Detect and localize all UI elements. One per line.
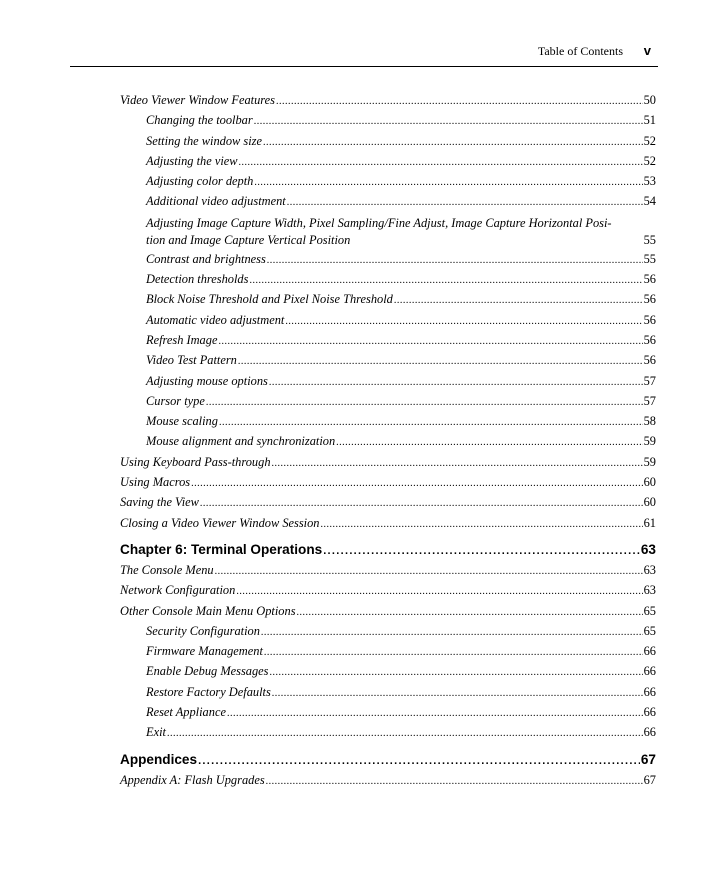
toc-entry-page: 65 [643, 603, 656, 618]
toc-entry-title: Exit [146, 725, 166, 740]
toc-entry-page: 63 [640, 541, 656, 557]
toc-entry-page: 51 [643, 113, 656, 128]
toc-entry[interactable] [120, 495, 656, 515]
toc-entry[interactable] [120, 252, 656, 272]
toc-entry-page: 52 [643, 153, 656, 168]
dot-leader [200, 495, 643, 510]
toc-entry[interactable] [120, 194, 656, 214]
toc-entry-title: The Console Menu [120, 562, 214, 577]
dot-leader [272, 455, 643, 470]
toc-entry[interactable] [120, 685, 656, 705]
toc-entry-page: 56 [643, 292, 656, 307]
toc-entry[interactable] [120, 773, 656, 793]
toc-entry-page: 56 [643, 312, 656, 327]
toc-entry-title: Closing a Video Viewer Window Session [120, 515, 320, 530]
toc-entry-title: Changing the toolbar [146, 113, 253, 128]
toc-entry-title: Saving the View [120, 495, 199, 510]
toc-chapter-title: Chapter 6: Terminal Operations [120, 541, 323, 557]
toc-entry-title: Enable Debug Messages [146, 664, 269, 679]
dot-leader [215, 563, 643, 578]
toc-entry-title: Network Configuration [120, 583, 236, 598]
toc-entry-title: Additional video adjustment [146, 194, 286, 209]
toc-entry-title: Refresh Image [146, 332, 218, 347]
running-header-page-number: v [643, 43, 651, 58]
toc-entry-page: 58 [643, 414, 656, 429]
dot-leader [206, 394, 643, 409]
page-header [0, 44, 728, 64]
toc-entry-title: Appendix A: Flash Upgrades [120, 772, 265, 787]
dot-leader [267, 252, 643, 267]
dot-leader [266, 773, 643, 788]
toc-entry[interactable] [120, 333, 656, 353]
dot-leader [191, 475, 643, 490]
dot-leader [269, 374, 643, 389]
dot-leader [263, 134, 643, 149]
toc-entry-title: Cursor type [146, 393, 205, 408]
toc-entry-page: 55 [643, 251, 656, 266]
toc-entry-title: Using Keyboard Pass-through [120, 454, 271, 469]
toc-entry-title: Video Test Pattern [146, 353, 237, 368]
toc-entry-title-line1: Adjusting Image Capture Width, Pixel Sampling/Fine Adjust, Image Capture Horizontal Posi- [146, 215, 612, 230]
dot-leader [287, 194, 643, 209]
dot-leader [238, 353, 643, 368]
dot-leader [239, 154, 643, 169]
toc-entry-title: Security Configuration [146, 623, 260, 638]
dot-leader [219, 414, 643, 429]
toc-entry[interactable] [120, 414, 656, 434]
toc-entry[interactable] [120, 353, 656, 373]
toc-entry-title: Restore Factory Defaults [146, 684, 271, 699]
toc-entry-page: 59 [643, 434, 656, 449]
toc-entry-title: Detection thresholds [146, 272, 249, 287]
toc-entry[interactable] [120, 374, 656, 394]
toc-entry-page: 54 [643, 194, 656, 209]
running-header-title: Table of Contents [537, 44, 623, 58]
toc-entry-page: 56 [643, 272, 656, 287]
dot-leader [254, 113, 643, 128]
dot-leader [198, 752, 640, 767]
table-of-contents [120, 93, 656, 793]
toc-entry-page: 66 [643, 684, 656, 699]
toc-entry-page: 53 [643, 174, 656, 189]
toc-entry-page: 66 [643, 705, 656, 720]
toc-entry[interactable] [120, 434, 656, 454]
toc-entry-page: 57 [643, 393, 656, 408]
toc-entry-title: Firmware Management [146, 644, 263, 659]
toc-entry-page: 56 [643, 332, 656, 347]
dot-leader [264, 644, 643, 659]
toc-entry-page: 65 [643, 623, 656, 638]
dot-leader [218, 333, 642, 348]
toc-entry[interactable] [120, 604, 656, 624]
toc-entry[interactable] [120, 292, 656, 312]
header-rule [70, 66, 658, 67]
dot-leader [321, 516, 643, 531]
toc-entry-title: Mouse alignment and synchronization [146, 434, 336, 449]
dot-leader [261, 624, 643, 639]
toc-entry[interactable] [120, 134, 656, 154]
dot-leader [249, 272, 642, 287]
dot-leader [285, 313, 642, 328]
toc-entry-page: 66 [643, 664, 656, 679]
toc-entry-page: 67 [643, 772, 656, 787]
toc-chapter-entry[interactable] [120, 536, 656, 563]
toc-entry[interactable] [120, 313, 656, 333]
toc-entry-page: 66 [643, 725, 656, 740]
dot-leader [254, 174, 642, 189]
toc-entry-page: 61 [643, 515, 656, 530]
toc-entry-page: 50 [643, 93, 656, 107]
dot-leader [394, 292, 643, 307]
toc-entry-page: 52 [643, 133, 656, 148]
toc-entry-title: Video Viewer Window Features [120, 93, 275, 107]
toc-entry-title: Contrast and brightness [146, 251, 266, 266]
toc-chapter-entry[interactable] [120, 746, 656, 773]
toc-entry-page: 56 [643, 353, 656, 368]
dot-leader [323, 542, 640, 557]
toc-entry[interactable] [120, 174, 656, 194]
toc-entry[interactable] [120, 394, 656, 414]
toc-entry[interactable] [120, 664, 656, 684]
toc-entry[interactable] [120, 624, 656, 644]
toc-entry-title: Block Noise Threshold and Pixel Noise Threshold [146, 292, 393, 307]
toc-entry-page: 57 [643, 373, 656, 388]
toc-entry[interactable] [120, 154, 656, 174]
toc-entry-title: Other Console Main Menu Options [120, 603, 296, 618]
toc-entry-title: Mouse scaling [146, 414, 218, 429]
dot-leader [336, 434, 642, 449]
toc-entry-page: 59 [643, 454, 656, 469]
toc-entry-title: Setting the window size [146, 133, 262, 148]
toc-entry[interactable] [120, 215, 656, 250]
toc-entry[interactable] [120, 583, 656, 603]
toc-entry-title: Adjusting mouse options [146, 373, 268, 388]
toc-entry[interactable] [120, 93, 656, 113]
toc-entry[interactable] [120, 113, 656, 133]
toc-entry-page: 66 [643, 644, 656, 659]
dot-leader [236, 583, 642, 598]
toc-entry-page: 60 [643, 475, 656, 490]
toc-entry-title-line2: tion and Image Capture Vertical Position [146, 233, 351, 248]
toc-entry-title: Automatic video adjustment [146, 312, 285, 327]
toc-entry[interactable] [120, 644, 656, 664]
dot-leader [270, 664, 643, 679]
toc-entry-title: Using Macros [120, 475, 191, 490]
toc-entry-page: 60 [643, 495, 656, 510]
dot-leader [227, 705, 643, 720]
toc-entry-title: Adjusting color depth [146, 174, 254, 189]
dot-leader [167, 725, 643, 740]
dot-leader [276, 93, 643, 108]
toc-entry-page: 63 [643, 583, 656, 598]
dot-leader [297, 604, 643, 619]
dot-leader [272, 685, 643, 700]
toc-chapter-title: Appendices [120, 751, 198, 767]
toc-entry[interactable] [120, 725, 656, 745]
toc-entry[interactable] [120, 272, 656, 292]
toc-entry-page: 67 [640, 751, 656, 767]
toc-entry-page: 55 [643, 233, 656, 248]
toc-entry[interactable] [120, 705, 656, 725]
toc-entry[interactable] [120, 455, 656, 475]
toc-entry[interactable] [120, 475, 656, 495]
toc-entry-page: 63 [643, 562, 656, 577]
toc-entry[interactable] [120, 516, 656, 536]
toc-entry-title: Reset Appliance [146, 705, 226, 720]
toc-entry-title: Adjusting the view [146, 153, 238, 168]
toc-entry[interactable] [120, 563, 656, 583]
